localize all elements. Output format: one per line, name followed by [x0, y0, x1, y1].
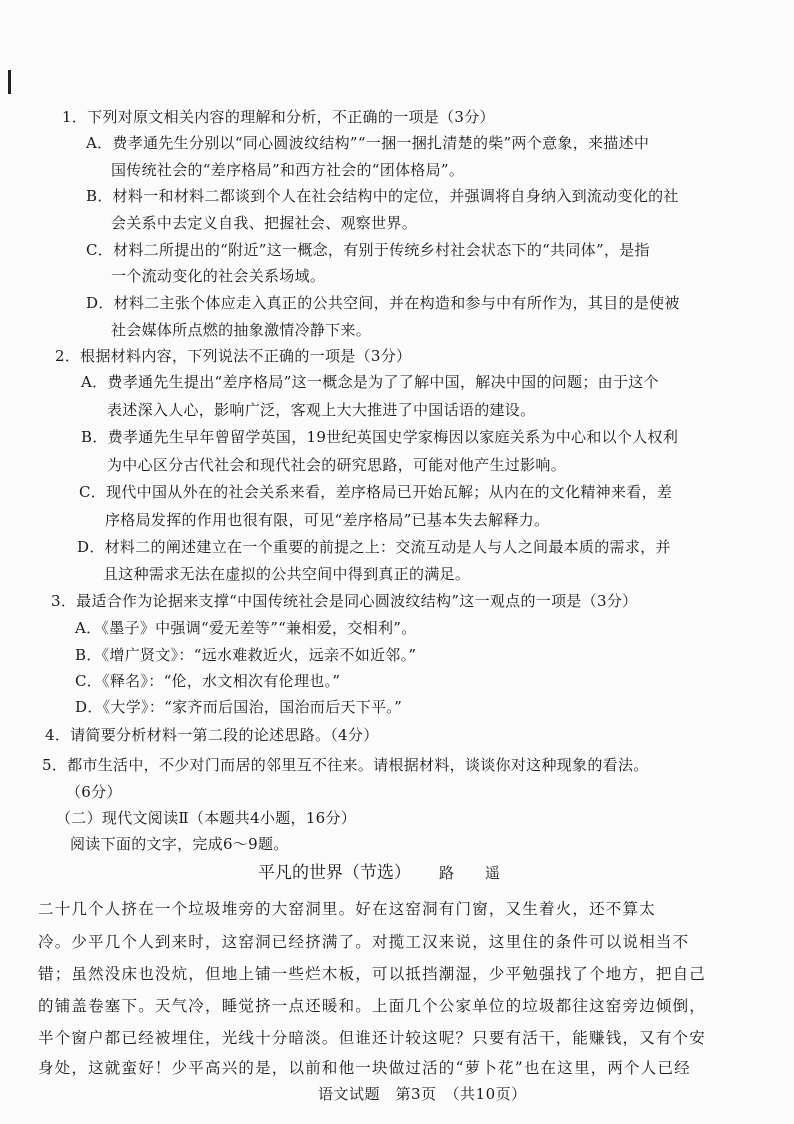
question-2-option-b-line1: B．费孝通先生早年曾留学英国，19世纪英国史学家梅因以家庭关系为中心和以个人权利 [81, 428, 679, 446]
question-3-option-a: A．《墨子》中强调“爱无差等”“兼相爱，交相利”。 [75, 619, 417, 637]
question-2-stem: 2．根据材料内容，下列说法不正确的一项是（3分） [55, 347, 412, 365]
section-heading: （二）现代文阅读Ⅱ（本题共4小题，16分） [56, 809, 357, 827]
question-1-option-b-line1: B．材料一和材料二都谈到个人在社会结构中的定位，并强调将自身纳入到流动变化的社 [86, 187, 679, 205]
passage-author: 路 遥 [439, 864, 509, 882]
question-1-option-c-line2: 一个流动变化的社会关系场域。 [111, 267, 326, 285]
scan-edge-mark [8, 70, 11, 94]
question-4: 4．请简要分析材料一第二段的论述思路。（4分） [45, 726, 379, 744]
question-3-option-d: D．《大学》：“家齐而后国治，国治而后天下平。” [75, 698, 403, 716]
passage-line-3: 错；虽然没床也没炕，但地上铺一些烂木板，可以抵挡潮湿，少平勉强找了个地方，把自己 [38, 965, 707, 983]
passage-line-1: 二十几个人挤在一个垃圾堆旁的大窑洞里。好在这窑洞有门窗，又生着火，还不算太 [38, 900, 656, 918]
question-5-line2: （6分） [66, 783, 122, 801]
question-2-option-a-line2: 表述深入人心，影响广泛，客观上大大推进了中国话语的建设。 [107, 401, 536, 419]
passage-line-4: 的铺盖卷塞下。天气冷，睡觉挤一点还暖和。上面几个公家单位的垃圾都往这窑旁边倾倒， [38, 997, 707, 1015]
question-1-option-a-line1: A．费孝通先生分别以“同心圆波纹结构”“一捆一捆扎清楚的柴”两个意象，来描述中 [86, 134, 650, 152]
question-3-option-c: C．《释名》：“伦，水文相次有伦理也。” [75, 672, 341, 690]
question-3-option-b: B．《增广贤文》：“远水难救近火，远亲不如近邻。” [75, 646, 417, 664]
passage-line-5: 半个窗户都已经被埋住，光线十分暗淡。但谁还计较这呢？只要有活干，能赚钱，又有个安 [38, 1029, 707, 1047]
question-1-option-d-line1: D．材料二主张个体应走入真正的公共空间，并在构造和参与中有所作为，其目的是使被 [86, 294, 680, 312]
question-2-option-b-line2: 为中心区分古代社会和现代社会的研究思路，可能对他产生过影响。 [107, 456, 567, 474]
question-1-option-d-line2: 社会媒体所点燃的抽象激情冷静下来。 [111, 321, 372, 339]
question-2-option-c-line2: 序格局发挥的作用也很有限，可见“差序格局”已基本失去解释力。 [105, 511, 550, 529]
question-3-stem: 3．最适合作为论据来支撑“中国传统社会是同心圆波纹结构”这一观点的一项是（3分） [51, 592, 638, 610]
passage-line-6: 身处，这就蛮好！少平高兴的是，以前和他一块做过活的“萝卜花”也在这里，两个人已经 [38, 1059, 691, 1077]
section-instruction: 阅读下面的文字，完成6～9题。 [70, 835, 289, 853]
question-1-stem: 1．下列对原文相关内容的理解和分析，不正确的一项是（3分） [62, 108, 495, 126]
question-1-option-b-line2: 会关系中去定义自我、把握社会、观察世界。 [111, 214, 418, 232]
page-footer: 语文试题 第3页 （共10页） [318, 1085, 527, 1103]
passage-title: 平凡的世界（节选） [258, 863, 411, 883]
passage-title-row [258, 862, 508, 884]
question-1-option-c-line1: C．材料二所提出的“附近”这一概念，有别于传统乡村社会状态下的“共同体”，是指 [86, 241, 650, 259]
question-2-option-c-line1: C．现代中国从外在的社会关系来看，差序格局已开始瓦解；从内在的文化精神来看，差 [79, 483, 673, 501]
question-2-option-d-line2: 且这种需求无法在虚拟的公共空间中得到真正的满足。 [103, 565, 471, 583]
question-5-line1: 5．都市生活中，不少对门而居的邻里互不往来。请根据材料，谈谈你对这种现象的看法。 [42, 756, 649, 774]
passage-line-2: 冷。少平几个人到来时，这窑洞已经挤满了。对揽工汉来说，这里住的条件可以说相当不 [38, 933, 690, 951]
question-2-option-a-line1: A．费孝通先生提出“差序格局”这一概念是为了了解中国，解决中国的问题；由于这个 [81, 373, 659, 391]
question-2-option-d-line1: D．材料二的阐述建立在一个重要的前提之上：交流互动是人与人之间最本质的需求，并 [77, 538, 671, 556]
question-1-option-a-line2: 国传统社会的“差序格局”和西方社会的“团体格局”。 [111, 161, 465, 179]
